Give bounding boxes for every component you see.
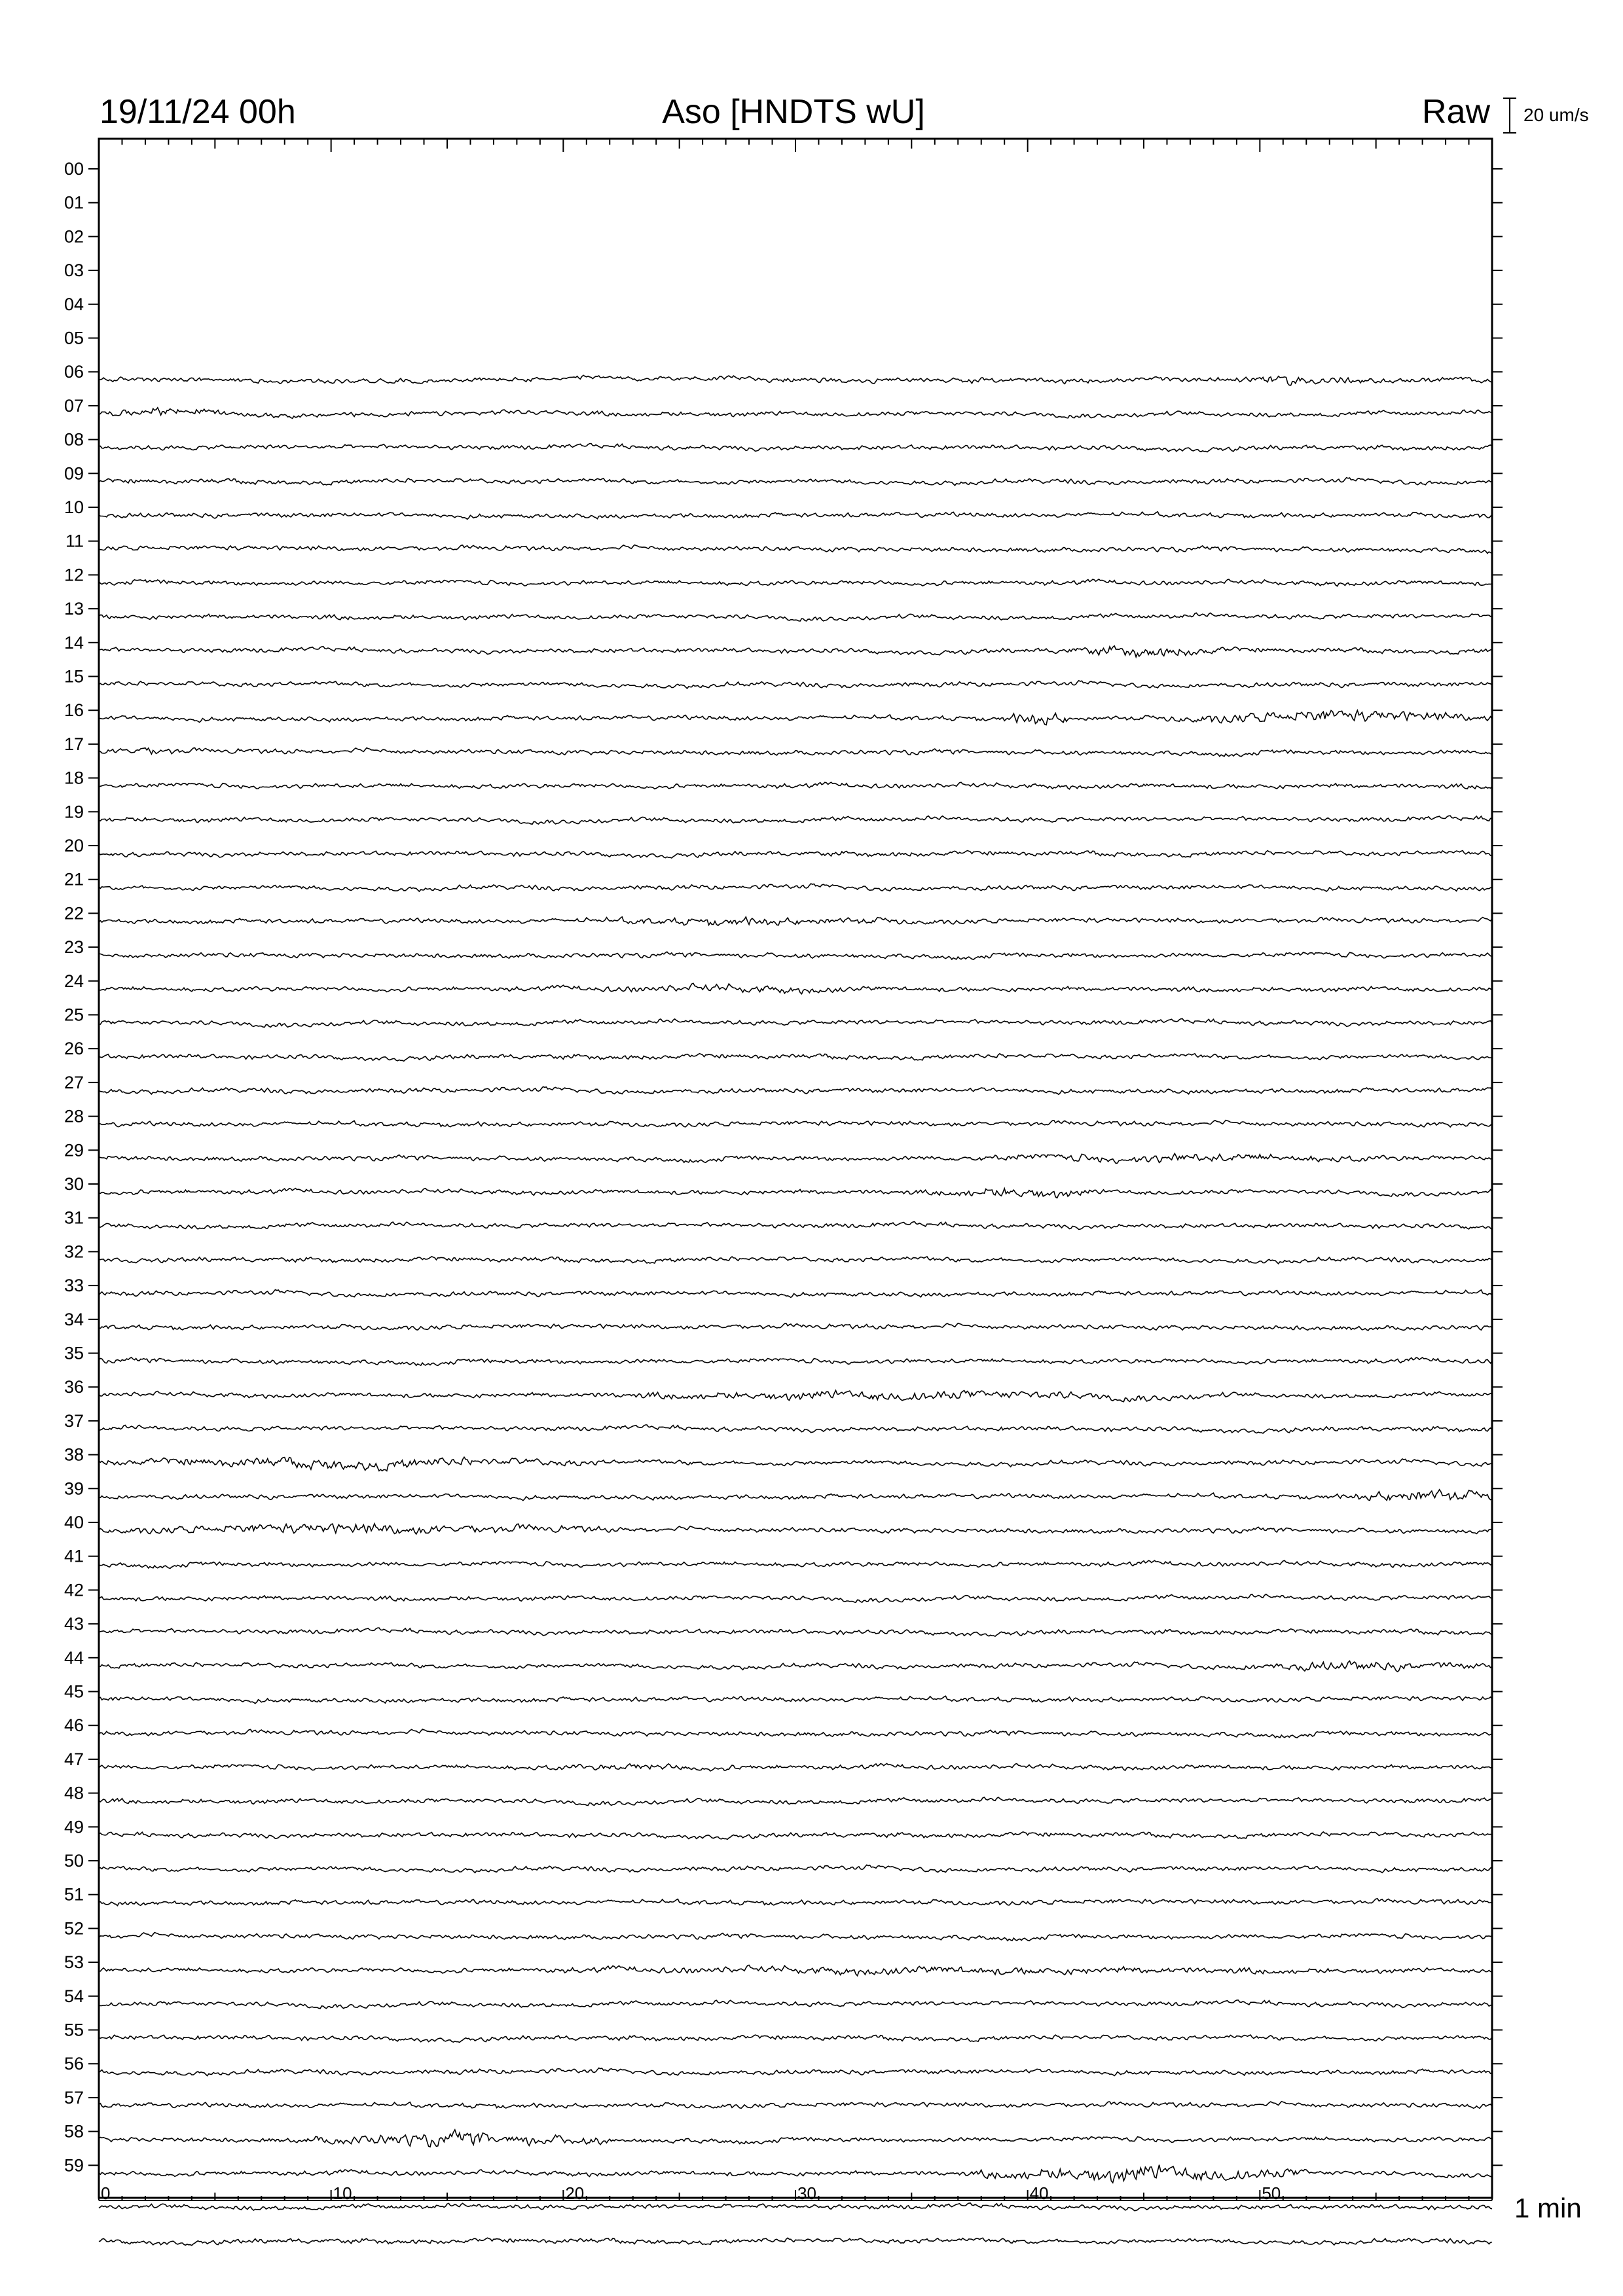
date-label: 19/11/24 00h xyxy=(100,93,296,131)
x-tick-label: 40 xyxy=(1029,2183,1049,2203)
row-label: 28 xyxy=(64,1106,84,1126)
row-label: 08 xyxy=(64,429,84,450)
row-label: 02 xyxy=(64,226,84,247)
row-label: 55 xyxy=(64,2020,84,2040)
row-label: 14 xyxy=(64,632,84,653)
row-label: 25 xyxy=(64,1005,84,1025)
row-label: 39 xyxy=(64,1479,84,1499)
scale-label: 20 um/s xyxy=(1523,105,1589,125)
row-label: 54 xyxy=(64,1986,84,2006)
chart-title: Aso [HNDTS wU] xyxy=(662,93,925,131)
row-label: 15 xyxy=(64,666,84,687)
row-label: 43 xyxy=(64,1614,84,1634)
row-label: 01 xyxy=(64,192,84,213)
row-label: 34 xyxy=(64,1309,84,1329)
row-label: 51 xyxy=(64,1884,84,1905)
row-label: 40 xyxy=(64,1513,84,1532)
row-label: 13 xyxy=(64,599,84,619)
row-label: 11 xyxy=(65,531,84,551)
row-label: 12 xyxy=(64,565,84,585)
row-label: 53 xyxy=(64,1952,84,1973)
row-label: 44 xyxy=(64,1647,84,1668)
row-label: 52 xyxy=(64,1918,84,1939)
row-label: 42 xyxy=(64,1580,84,1600)
row-label: 00 xyxy=(64,159,84,179)
row-label: 36 xyxy=(64,1377,84,1397)
row-label: 46 xyxy=(64,1715,84,1736)
row-label: 18 xyxy=(64,768,84,788)
row-label: 04 xyxy=(64,294,84,314)
row-label: 45 xyxy=(64,1681,84,1702)
row-label: 57 xyxy=(64,2087,84,2108)
row-label: 58 xyxy=(64,2121,84,2142)
row-label: 03 xyxy=(64,260,84,281)
row-label: 33 xyxy=(64,1276,84,1296)
row-label: 31 xyxy=(64,1208,84,1228)
row-label: 10 xyxy=(64,497,84,517)
row-label: 41 xyxy=(64,1546,84,1566)
row-label: 06 xyxy=(64,362,84,382)
row-label: 59 xyxy=(64,2155,84,2176)
row-label: 37 xyxy=(64,1410,84,1431)
row-label: 07 xyxy=(64,395,84,416)
row-label: 38 xyxy=(64,1444,84,1465)
row-label: 32 xyxy=(64,1242,84,1262)
row-label: 49 xyxy=(64,1817,84,1837)
row-label: 29 xyxy=(64,1140,84,1160)
row-label: 27 xyxy=(64,1072,84,1092)
row-label: 48 xyxy=(64,1783,84,1803)
row-label: 16 xyxy=(64,700,84,721)
x-tick-label: 20 xyxy=(565,2183,585,2203)
row-label: 50 xyxy=(64,1851,84,1871)
row-label: 05 xyxy=(64,328,84,348)
row-label: 19 xyxy=(64,802,84,822)
row-label: 35 xyxy=(64,1343,84,1363)
row-label: 47 xyxy=(64,1749,84,1769)
row-label: 23 xyxy=(64,937,84,958)
x-tick-label: 10 xyxy=(333,2183,352,2203)
row-label: 56 xyxy=(64,2054,84,2074)
x-tick-label: 0 xyxy=(101,2183,111,2203)
row-label: 21 xyxy=(64,869,84,889)
row-label: 24 xyxy=(64,971,84,991)
row-label: 22 xyxy=(64,903,84,924)
x-tick-label: 50 xyxy=(1262,2183,1281,2203)
row-label: 30 xyxy=(64,1174,84,1194)
row-label: 20 xyxy=(64,836,84,855)
row-label: 09 xyxy=(64,463,84,484)
x-tick-label: 30 xyxy=(797,2183,816,2203)
x-axis-unit-label: 1 min xyxy=(1514,2193,1582,2223)
row-label: 26 xyxy=(64,1039,84,1059)
mode-label: Raw xyxy=(1421,93,1490,131)
row-label: 17 xyxy=(64,734,84,754)
